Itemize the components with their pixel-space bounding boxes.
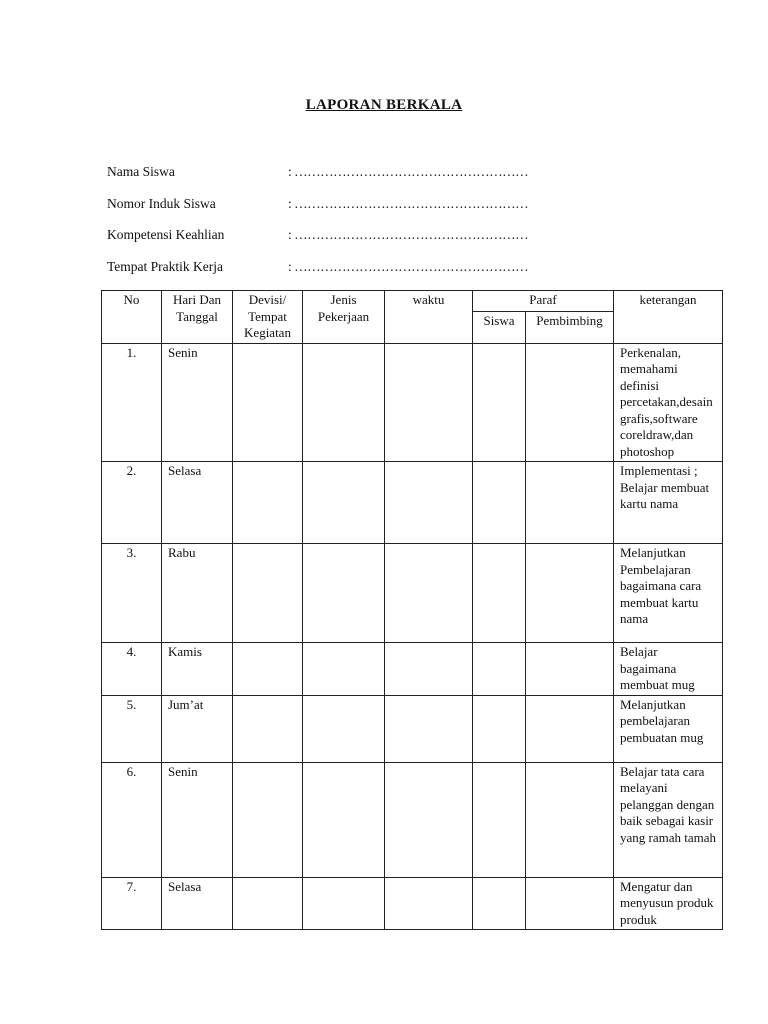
row-paraf-siswa [473, 544, 526, 643]
table-row [102, 462, 723, 544]
row-hari: Selasa [162, 462, 233, 544]
table-row [102, 877, 723, 930]
document-title: LAPORAN BERKALA [305, 97, 463, 113]
row-jenis [303, 695, 385, 762]
header-siswa: Siswa [473, 312, 526, 343]
row-jenis [303, 544, 385, 643]
row-jenis [303, 762, 385, 877]
row-paraf-siswa [473, 462, 526, 544]
field-label-kompetensi: Kompetensi Keahlian [107, 227, 225, 242]
field-value-tempat-praktik: : ……………………………………………… [288, 259, 529, 274]
row-keterangan: Melanjutkan pembelajaran pembuatan mug [614, 695, 723, 762]
row-devisi [233, 343, 303, 462]
row-keterangan: Mengatur dan menyusun produk produk [614, 877, 723, 930]
row-no: 2. [102, 462, 162, 544]
row-paraf-siswa [473, 643, 526, 696]
row-no: 1. [102, 343, 162, 462]
field-value-kompetensi: : ……………………………………………… [288, 227, 529, 242]
header-waktu: waktu [385, 291, 473, 344]
row-keterangan: Belajar tata cara melayani pelanggan dengan baik sebagai kasir yang ramah tamah [614, 762, 723, 877]
row-devisi [233, 762, 303, 877]
row-jenis [303, 643, 385, 696]
header-no: No [102, 291, 162, 344]
report-table [101, 290, 723, 930]
row-waktu [385, 462, 473, 544]
row-paraf-pembimbing [526, 695, 614, 762]
header-jenis-pekerjaan: Jenis Pekerjaan [303, 291, 385, 344]
field-label-nomor-induk: Nomor Induk Siswa [107, 196, 216, 211]
row-hari: Senin [162, 762, 233, 877]
row-devisi [233, 643, 303, 696]
row-hari: Rabu [162, 544, 233, 643]
field-value-nama-siswa: : ……………………………………………… [288, 164, 529, 179]
row-paraf-siswa [473, 877, 526, 930]
row-no: 6. [102, 762, 162, 877]
row-waktu [385, 762, 473, 877]
header-hari-tanggal: Hari Dan Tanggal [162, 291, 233, 344]
header-keterangan: keterangan [614, 291, 723, 344]
row-devisi [233, 695, 303, 762]
row-hari: Senin [162, 343, 233, 462]
table-row [102, 343, 723, 462]
row-paraf-pembimbing [526, 462, 614, 544]
row-waktu [385, 695, 473, 762]
row-hari: Kamis [162, 643, 233, 696]
row-hari: Selasa [162, 877, 233, 930]
row-devisi [233, 877, 303, 930]
row-paraf-siswa [473, 695, 526, 762]
row-jenis [303, 462, 385, 544]
row-paraf-siswa [473, 762, 526, 877]
header-devisi: Devisi/ Tempat Kegiatan [233, 291, 303, 344]
row-no: 5. [102, 695, 162, 762]
row-waktu [385, 343, 473, 462]
row-paraf-pembimbing [526, 343, 614, 462]
header-pembimbing: Pembimbing [526, 312, 614, 343]
row-waktu [385, 643, 473, 696]
row-paraf-pembimbing [526, 643, 614, 696]
row-paraf-pembimbing [526, 544, 614, 643]
row-jenis [303, 877, 385, 930]
row-no: 3. [102, 544, 162, 643]
row-paraf-pembimbing [526, 877, 614, 930]
table-row [102, 643, 723, 696]
row-devisi [233, 462, 303, 544]
row-keterangan: Belajar bagaimana membuat mug [614, 643, 723, 696]
table-row [102, 695, 723, 762]
row-keterangan: Implementasi ; Belajar membuat kartu nama [614, 462, 723, 544]
row-keterangan: Melanjutkan Pembelajaran bagaimana cara membuat kartu nama [614, 544, 723, 643]
row-waktu [385, 544, 473, 643]
table-row [102, 762, 723, 877]
header-paraf: Paraf [473, 291, 614, 312]
row-devisi [233, 544, 303, 643]
table-row [102, 544, 723, 643]
field-value-nomor-induk: : ……………………………………………… [288, 196, 529, 211]
row-paraf-pembimbing [526, 762, 614, 877]
row-jenis [303, 343, 385, 462]
row-no: 7. [102, 877, 162, 930]
row-keterangan: Perkenalan, memahami definisi percetakan,desain grafis,software coreldraw,dan photoshop [614, 343, 723, 462]
row-no: 4. [102, 643, 162, 696]
row-waktu [385, 877, 473, 930]
field-label-tempat-praktik: Tempat Praktik Kerja [107, 259, 224, 274]
row-paraf-siswa [473, 343, 526, 462]
field-label-nama-siswa: Nama Siswa [107, 164, 175, 179]
row-hari: Jum’at [162, 695, 233, 762]
